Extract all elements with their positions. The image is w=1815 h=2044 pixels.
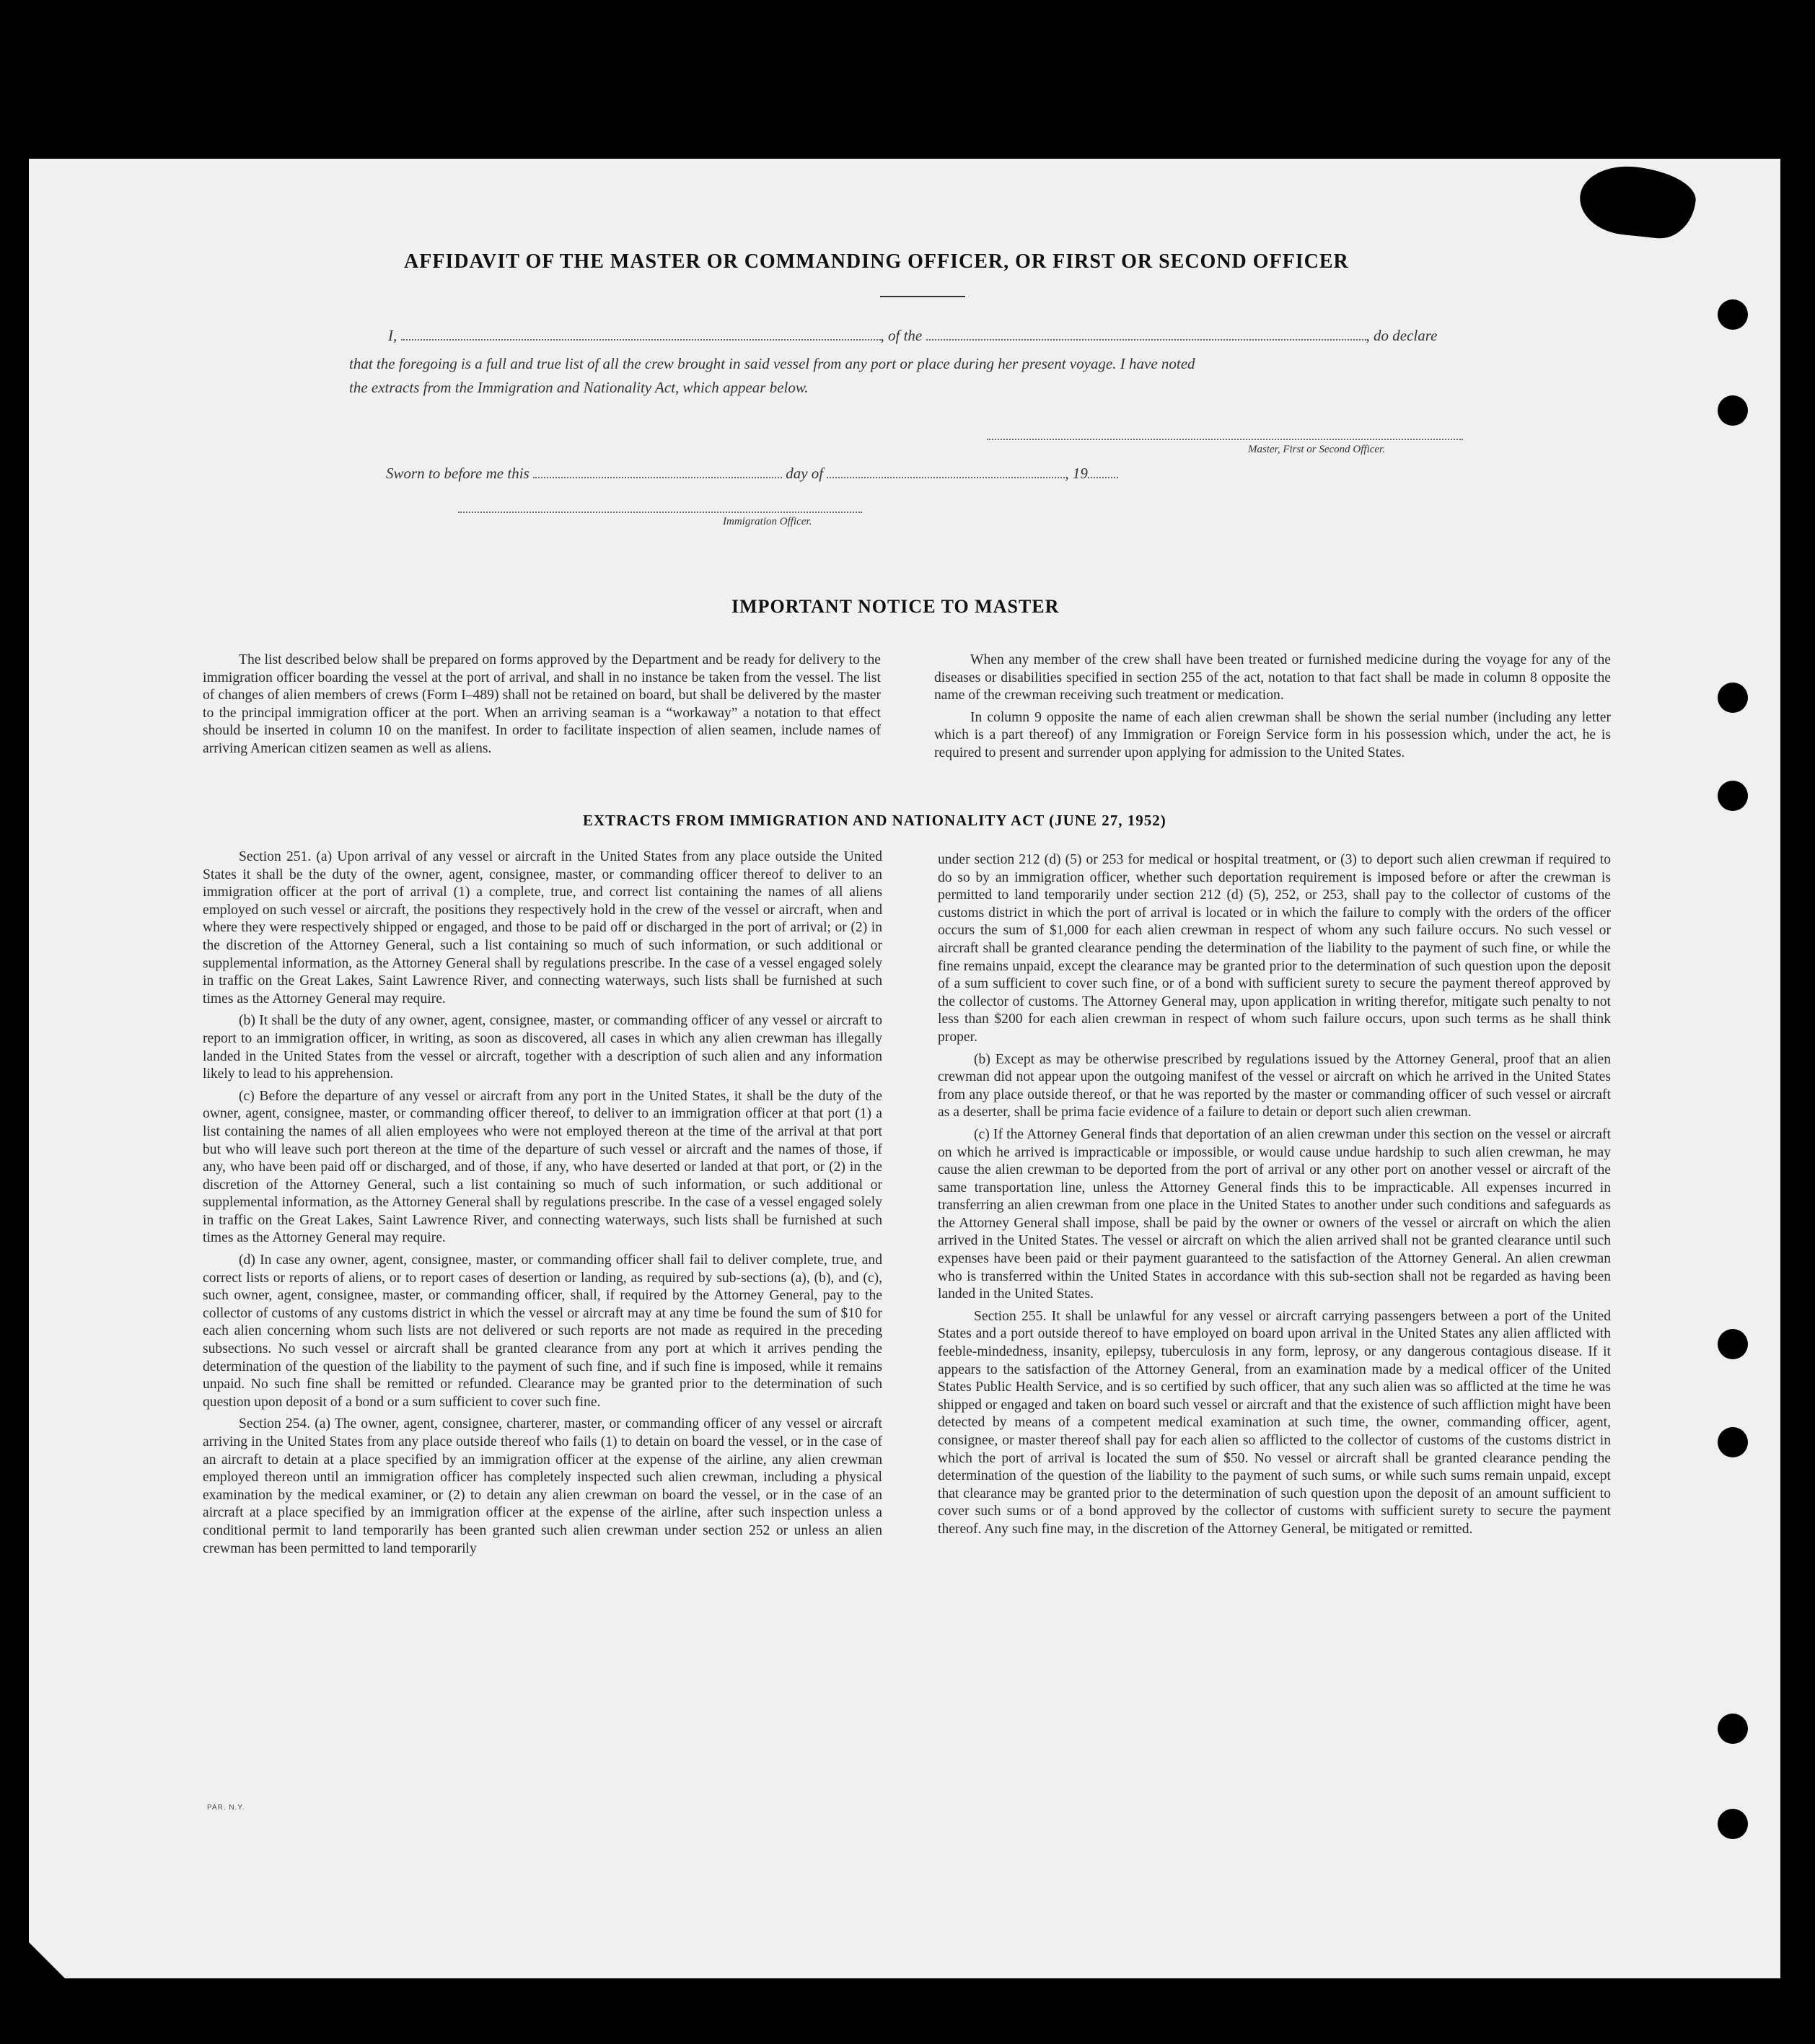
act-paragraph: (b) It shall be the duty of any owner, agent, consignee, master, or commanding officer of any vessel or aircraft to report to an immigration officer, in writing, as soon as discovered, all cases in which any alien crewman has illegally landed in the United States from the vessel or aircraft, together with a description of such alien and any information likely to lead to his apprehension.	[203, 1013, 882, 1082]
act-paragraph: Section 251. (a) Upon arrival of any vessel or aircraft in the United States from any place outside the United States it shall be the duty of the owner, agent, consignee, master, or commanding officer thereof to deliver to an immigration officer at the port of arrival (1) a complete, true, and correct list containing the names of all aliens employed on such vessel or aircraft, the positions they respectively hold in the crew of the vessel or aircraft, when and where they were respectively shipped or engaged, and those to be paid off or discharged in the port of arrival; or (2) in the discretion of the Attorney General, such a list containing so much of such information, or such additional or supplemental information, as the Attorney General shall by regulations prescribe. In the case of a vessel engaged solely in traffic on the Great Lakes, Saint Lawrence River, and connecting waterways, such lists shall be furnished at such times as the Attorney General may require.	[203, 849, 882, 1006]
of-the-label: , of the	[880, 327, 923, 344]
act-paragraph: (c) If the Attorney General finds that deportation of an alien crewman under this section on the vessel or aircraft on which he arrived is impracticable or impossible, or would cause undue hardship to such alien crewman, he may cause the alien crewman to be deported from the port of arrival or any other port on another vessel or aircraft of the same transportation line, unless the Attorney General finds this to be impracticable. All expenses incurred in transferring an alien crewman from one place in the United States to another under such conditions and safeguards as the Attorney General shall impose, shall be paid by the owner or owners of the vessel or aircraft on which the alien arrived in the United States. The vessel or aircraft on which the alien arrived shall not be granted clearance until such expenses have been paid or their payment guaranteed to the satisfaction of the Attorney General. An alien crewman who is transferred within the United States in accordance with this sub-section shall not be regarded as having been landed in the United States.	[938, 1126, 1611, 1302]
declarant-line	[388, 326, 1437, 345]
sworn-label: Sworn to before me this	[386, 465, 529, 482]
sworn-day-field[interactable]	[533, 464, 782, 478]
notice-left-column	[203, 652, 881, 763]
sworn-month-field[interactable]	[827, 464, 1065, 478]
declaration-text: that the foregoing is a full and true list of all the crew brought in said vessel from any port or place during her present voyage. I have noted	[349, 355, 1195, 372]
day-of-label: day of	[786, 465, 824, 482]
act-paragraph: (c) Before the departure of any vessel or aircraft from any port in the United States, it shall be the duty of the owner, agent, consignee, master, or commanding officer thereof, to deliver to an immigration officer at that port (1) a list containing the names of all alien employees who were not employed thereon at the time of the arrival at that port but who will leave such port thereon at the time of the departure of such vessel or aircraft and the names of those, if any, who have been paid off or discharged, and of those, if any, who have deserted or landed at that port, or (2) in the discretion of the Attorney General, such a list containing so much of such information, or such additional or supplemental information, as the Attorney General shall by regulations prescribe. In the case of a vessel engaged solely in traffic on the Great Lakes, Saint Lawrence River, and connecting waterways, such lists shall be furnished at such times as the Attorney General may require.	[203, 1088, 882, 1246]
master-signature-field[interactable]	[987, 439, 1463, 440]
binder-hole	[1718, 1809, 1748, 1839]
act-paragraph: (b) Except as may be otherwise prescribed by regulations issued by the Attorney General, proof that an alien crewman did not appear upon the outgoing manifest of the vessel or aircraft on which he arrived in the United States from any place outside thereof, or that he was reported by the master or commanding officer of such vessel or aircraft as a deserter, shall be prima facie evidence of a failure to detain or deport such alien crewman.	[938, 1051, 1611, 1120]
binder-hole	[1718, 1427, 1748, 1457]
extracts-title: EXTRACTS FROM IMMIGRATION AND NATIONALITY ACT (JUNE 27, 1952)	[583, 812, 1166, 829]
vessel-name-field[interactable]	[926, 326, 1366, 341]
do-declare-label: , do declare	[1366, 327, 1438, 344]
act-paragraph: under section 212 (d) (5) or 253 for medical or hospital treatment, or (3) to deport such alien crewman if required to do so by an immigration officer, whether such deportation requirement is imposed before or after the crewman is permitted to land temporarily under section 212 (d) (5), 252, or 253, shall pay to the collector of customs of the customs district in which the port of arrival is located or in which the failure to comply with the orders of the officer occurs the sum of $1,000 for each alien crewman in respect of whom any such failure occurs. No such vessel or aircraft shall be granted clearance pending the determination of the liability to the payment of such fine, or while the fine remains unpaid, except the clearance may be granted prior to the determination of such question upon the deposit of a sum sufficient to cover such fine, or of a bond with sufficient surety to secure the payment thereof approved by the collector of customs. The Attorney General may, upon application in writing therefor, mitigate such penalty to not less than $200 for each alien crewman in respect of whom such failure occurs, upon such terms as he shall think proper.	[938, 852, 1611, 1045]
act-paragraph: Section 254. (a) The owner, agent, consignee, charterer, master, or commanding officer of any vessel or aircraft arriving in the United States from any place outside thereof who fails (1) to detain on board the vessel, or in the case of an aircraft to detain at a place specified by an immigration officer at the expense of the airline, any alien crewman employed thereon until an immigration officer has completely inspected such alien crewman, including a physical examination by the medical examiner, or (2) to detain any alien crewman on board the vessel, or in the case of an aircraft at a place specified by an immigration officer at the expense of the airline, after such inspection unless a conditional permit to land temporarily has been granted such alien crewman under section 252 or unless an alien crewman has been permitted to land temporarily	[203, 1416, 882, 1556]
declarant-name-field[interactable]	[401, 326, 881, 341]
act-paragraph: (d) In case any owner, agent, consignee, master, or commanding officer shall fail to deliver complete, true, and correct lists or reports of aliens, or to report cases of desertion or landing, as required by sub-sections (a), (b), and (c), such owner, agent, consignee, master, or commanding officer, shall, if required by the Attorney General, pay to the collector of customs of any customs district in which the vessel or aircraft may at any time be found the sum of $10 for each alien concerning whom such lists are not delivered or such reports are not made as required in the preceding subsections. No such vessel or aircraft shall be granted clearance from any port at which it arrives pending the determination of the question of the liability to the payment of such fine, and if such fine is imposed, while it remains unpaid. No such fine shall be remitted or refunded. Clearance may be granted prior to the determination of such question upon deposit of a bond or a sum sufficient to cover such fine.	[203, 1253, 882, 1410]
act-paragraph: Section 255. It shall be unlawful for any vessel or aircraft carrying passengers between a port of the United States and a port outside thereof to have employed on board upon arrival in the United States any alien afflicted with feeble-mindedness, insanity, epilepsy, tuberculosis in any form, leprosy, or any dangerous contagious disease. If it appears to the satisfaction of the Attorney General, from an examination made by a medical officer of the United States Public Health Service, and is so certified by such officer, that any such alien was so afflicted at the time he was shipped or engaged and taken on board such vessel or aircraft and that the existence of such affliction might have been detected by means of a competent medical examination at such time, the owner, commanding officer, agent, consignee, or master thereof shall pay for each alien so afflicted to the collector of customs of the customs district in which the port of arrival is located the sum of $50. No vessel or aircraft shall be granted clearance pending the determination of the question of the liability to the payment of such sums, or while such sums remain unpaid, except that clearance may be granted prior to the determination of such question upon the deposit of an amount sufficient to cover such sums or of a bond approved by the collector of customs with sufficient surety to secure the payment thereof. Any such fine may, in the discretion of the Attorney General, be mitigated or remitted.	[938, 1308, 1611, 1537]
notice-paragraph: In column 9 opposite the name of each alien crewman shall be shown the serial number (including any letter which is a part thereof) of any Immigration or Foreign Service form in his possession which, under the act, he is required to present and surrender upon applying for admission to the United States.	[934, 709, 1611, 760]
binder-hole	[1718, 299, 1748, 330]
binder-hole	[1718, 683, 1748, 713]
master-signature-label: Master, First or Second Officer.	[1248, 444, 1385, 455]
printer-mark: PAR. N.Y.	[207, 1804, 245, 1812]
binder-hole	[1718, 1714, 1748, 1744]
sworn-line	[386, 464, 1118, 483]
declaration-text-2: the extracts from the Immigration and Nationality Act, which appear below.	[349, 379, 809, 396]
notice-title: IMPORTANT NOTICE TO MASTER	[731, 596, 1060, 617]
binder-hole	[1718, 781, 1748, 811]
notice-paragraph: When any member of the crew shall have been treated or furnished medicine during the voyage for any of the diseases or disabilities specified in section 255 of the act, notation to that fact shall be made in column 8 opposite the name of the crewman receiving such treatment or medication.	[934, 652, 1611, 703]
officer-signature-field[interactable]	[458, 512, 862, 513]
title-rule	[880, 296, 965, 297]
i-label: I,	[388, 327, 397, 344]
affidavit-title: AFFIDAVIT OF THE MASTER OR COMMANDING OFFICER, OR FIRST OR SECOND OFFICER	[404, 250, 1349, 273]
extracts-left-column	[203, 848, 882, 1562]
binder-hole	[1718, 395, 1748, 426]
notice-paragraph: The list described below shall be prepared on forms approved by the Department and be ready for delivery to the immigration officer boarding the vessel at the port of arrival, and shall in no instance be taken from the vessel. The list of changes of alien members of crews (Form I–489) shall not be retained on board, but shall be delivered by the master to the principal immigration officer at the port. When an arriving seaman is a “workaway” a notation to that effect should be inserted in column 10 on the manifest. In order to facilitate inspection of alien seamen, include names of arriving American citizen seamen as well as aliens.	[203, 652, 881, 756]
extracts-right-column	[938, 851, 1611, 1543]
binder-hole	[1718, 1329, 1748, 1359]
sworn-year-field[interactable]	[1088, 464, 1118, 478]
officer-signature-label: Immigration Officer.	[723, 516, 812, 527]
year-label: , 19	[1065, 465, 1088, 482]
notice-right-column	[934, 652, 1611, 767]
torn-corner	[29, 1942, 65, 1978]
